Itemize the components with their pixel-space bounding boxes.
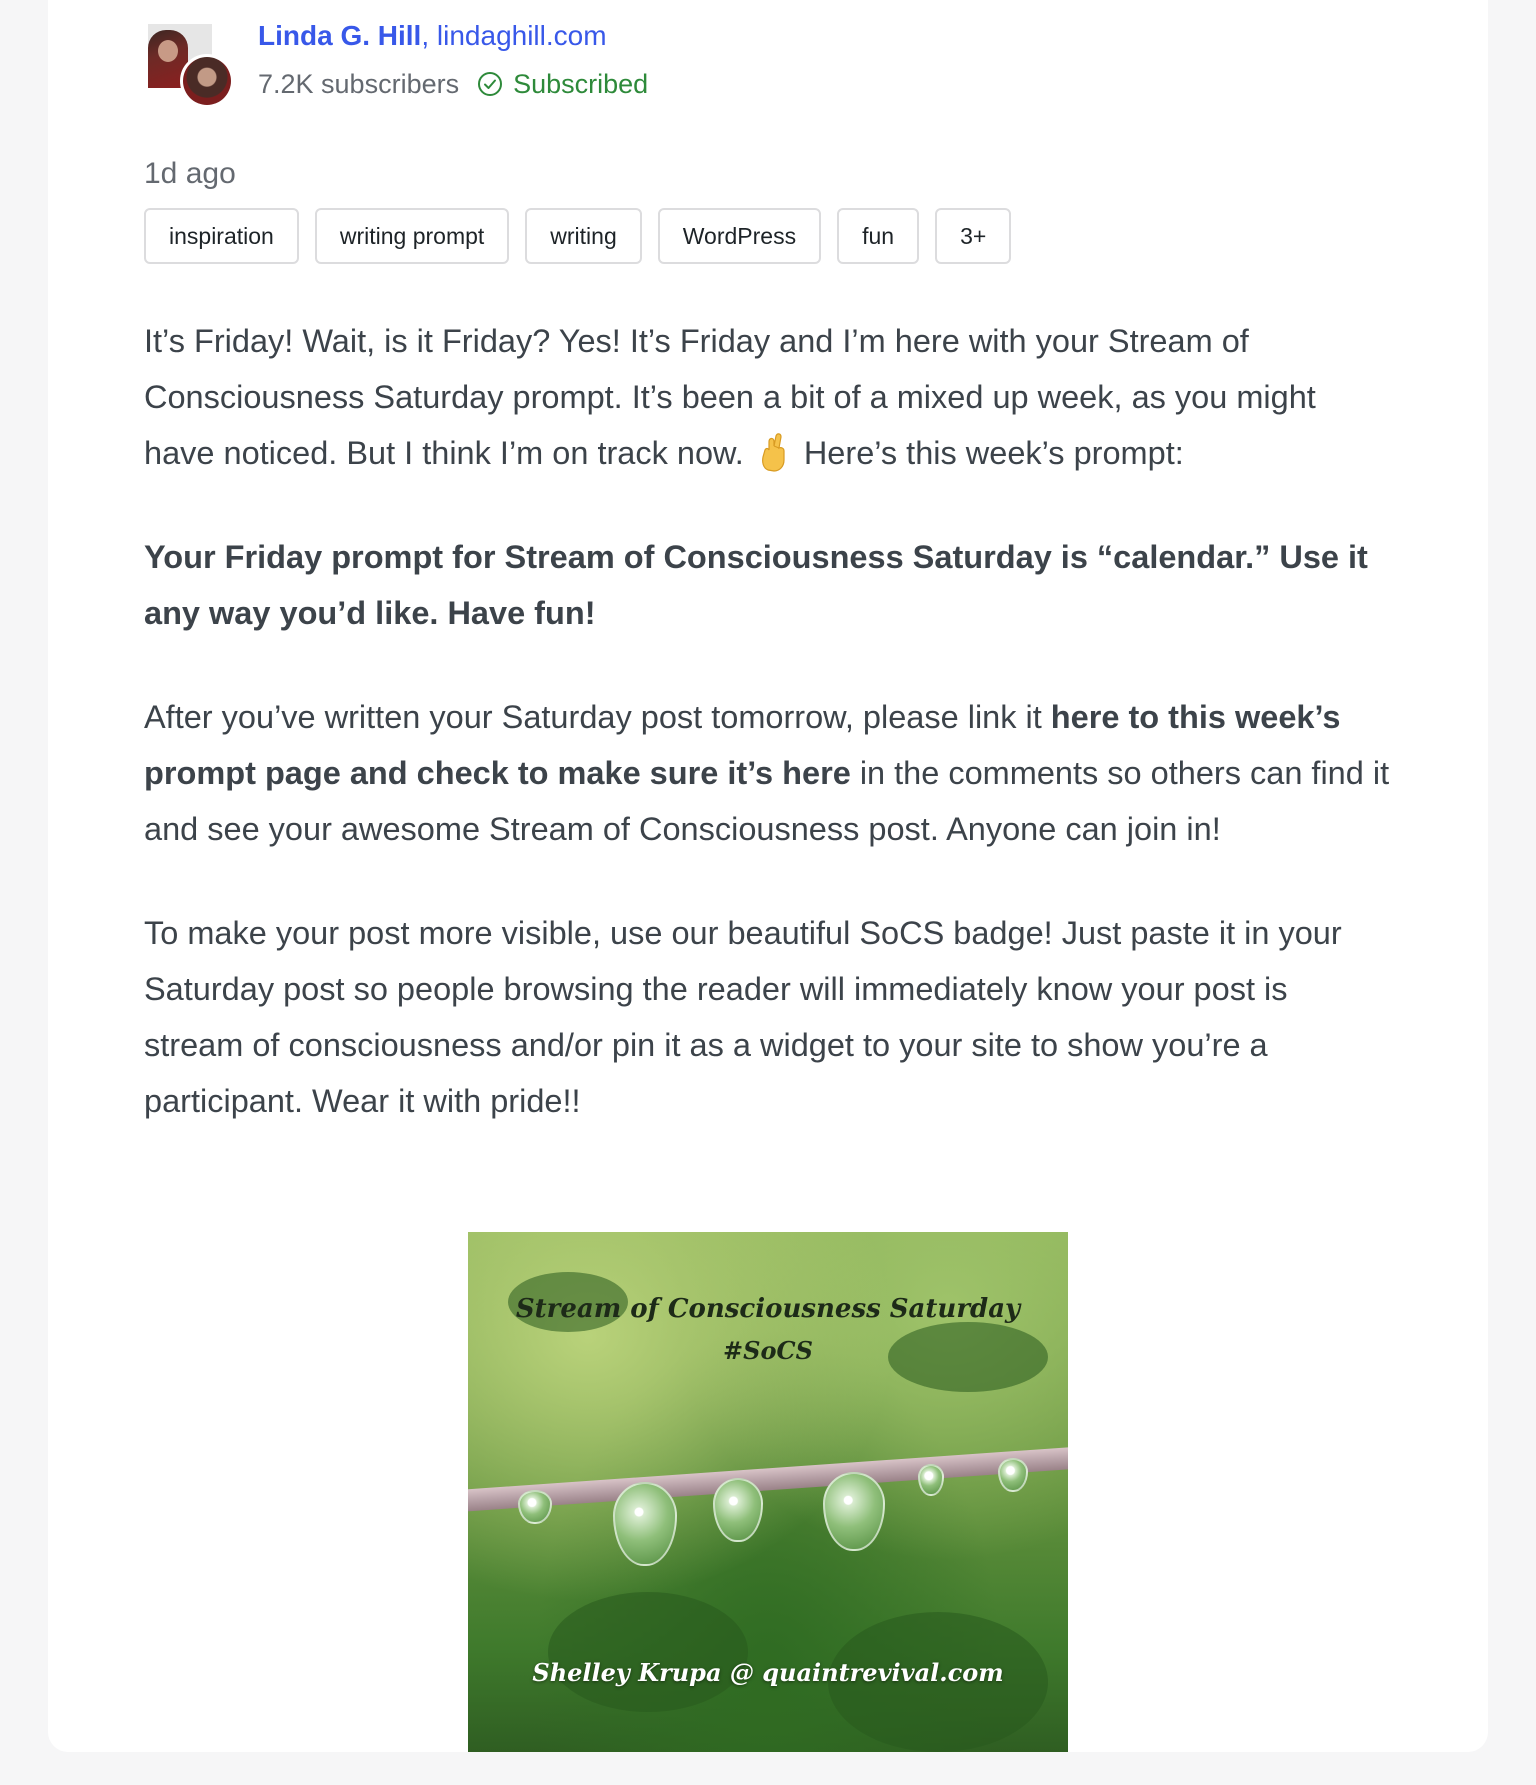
prompt-text: Your Friday prompt for Stream of Consciousness Saturday is “calendar.” Use it any way you’d like. Have fun! [144,539,1368,631]
paragraph-intro [144,313,1394,481]
subscriber-count: 7.2K subscribers [258,69,460,99]
water-drop [713,1478,763,1542]
water-drop [918,1464,944,1496]
author-site-link[interactable]: lindaghill.com [436,20,607,51]
water-drop [823,1472,885,1551]
subscribed-label: Subscribed [513,69,649,99]
crossed-fingers-icon [759,432,789,472]
paragraph-link-instructions [144,689,1394,857]
tag-fun[interactable]: fun [837,208,919,264]
link-instructions-end: in the comments so others can find it and see your awesome Stream of Consciousness post. Anyone can join in! [144,755,1390,847]
post-body [144,313,1394,1177]
link-instructions-bold[interactable]: here to this week’s prompt page and check to make sure it’s here [144,699,1341,791]
subscription-meta [258,64,648,104]
tag-inspiration[interactable]: inspiration [144,208,299,264]
tag-wordpress[interactable]: WordPress [658,208,821,264]
badge-credit: Shelley Krupa @ quaintrevival.com [532,1658,1004,1687]
author-name-link[interactable]: Linda G. Hill [258,20,422,51]
tag-list [144,208,1011,264]
author-line [258,16,607,56]
tag-more[interactable]: 3+ [935,208,1011,264]
water-drop [613,1482,677,1566]
socs-badge-image[interactable] [468,1232,1068,1752]
stem [468,1445,1068,1512]
avatar[interactable] [180,54,234,108]
badge-title: Stream of Consciousness Saturday [515,1294,1021,1324]
author-separator: , [421,20,430,51]
tag-writing-prompt[interactable]: writing prompt [315,208,509,264]
paragraph-badge-info: To make your post more visible, use our beautiful SoCS badge! Just paste it in your Saturday post so people browsing the reader will immediately know your post is stream of consciousness and/or pin it as a widget to your site to show you’re a participant. Wear it with pride!! [144,915,1342,1119]
link-instructions-start: After you’ve written your Saturday post tomorrow, please link it [144,699,1051,735]
subscribed-status-button[interactable] [477,64,648,104]
check-circle-icon [477,71,503,97]
tag-writing[interactable]: writing [525,208,641,264]
post-time[interactable]: 1d ago [144,157,236,190]
paragraph-intro-tail: Here’s this week’s prompt: [803,435,1184,471]
water-drop [518,1490,552,1524]
paragraph-prompt [144,529,1394,641]
badge-hashtag: #SoCS [723,1336,813,1365]
paragraph-intro-text: It’s Friday! Wait, is it Friday? Yes! It’s Friday and I’m here with your Stream of Consciousness Saturday prompt. It’s been a bit of a mixed up week, as you might have noticed. But I think I’m on track now. [144,323,1316,471]
water-drop [998,1458,1028,1492]
author-avatars[interactable] [148,24,238,108]
